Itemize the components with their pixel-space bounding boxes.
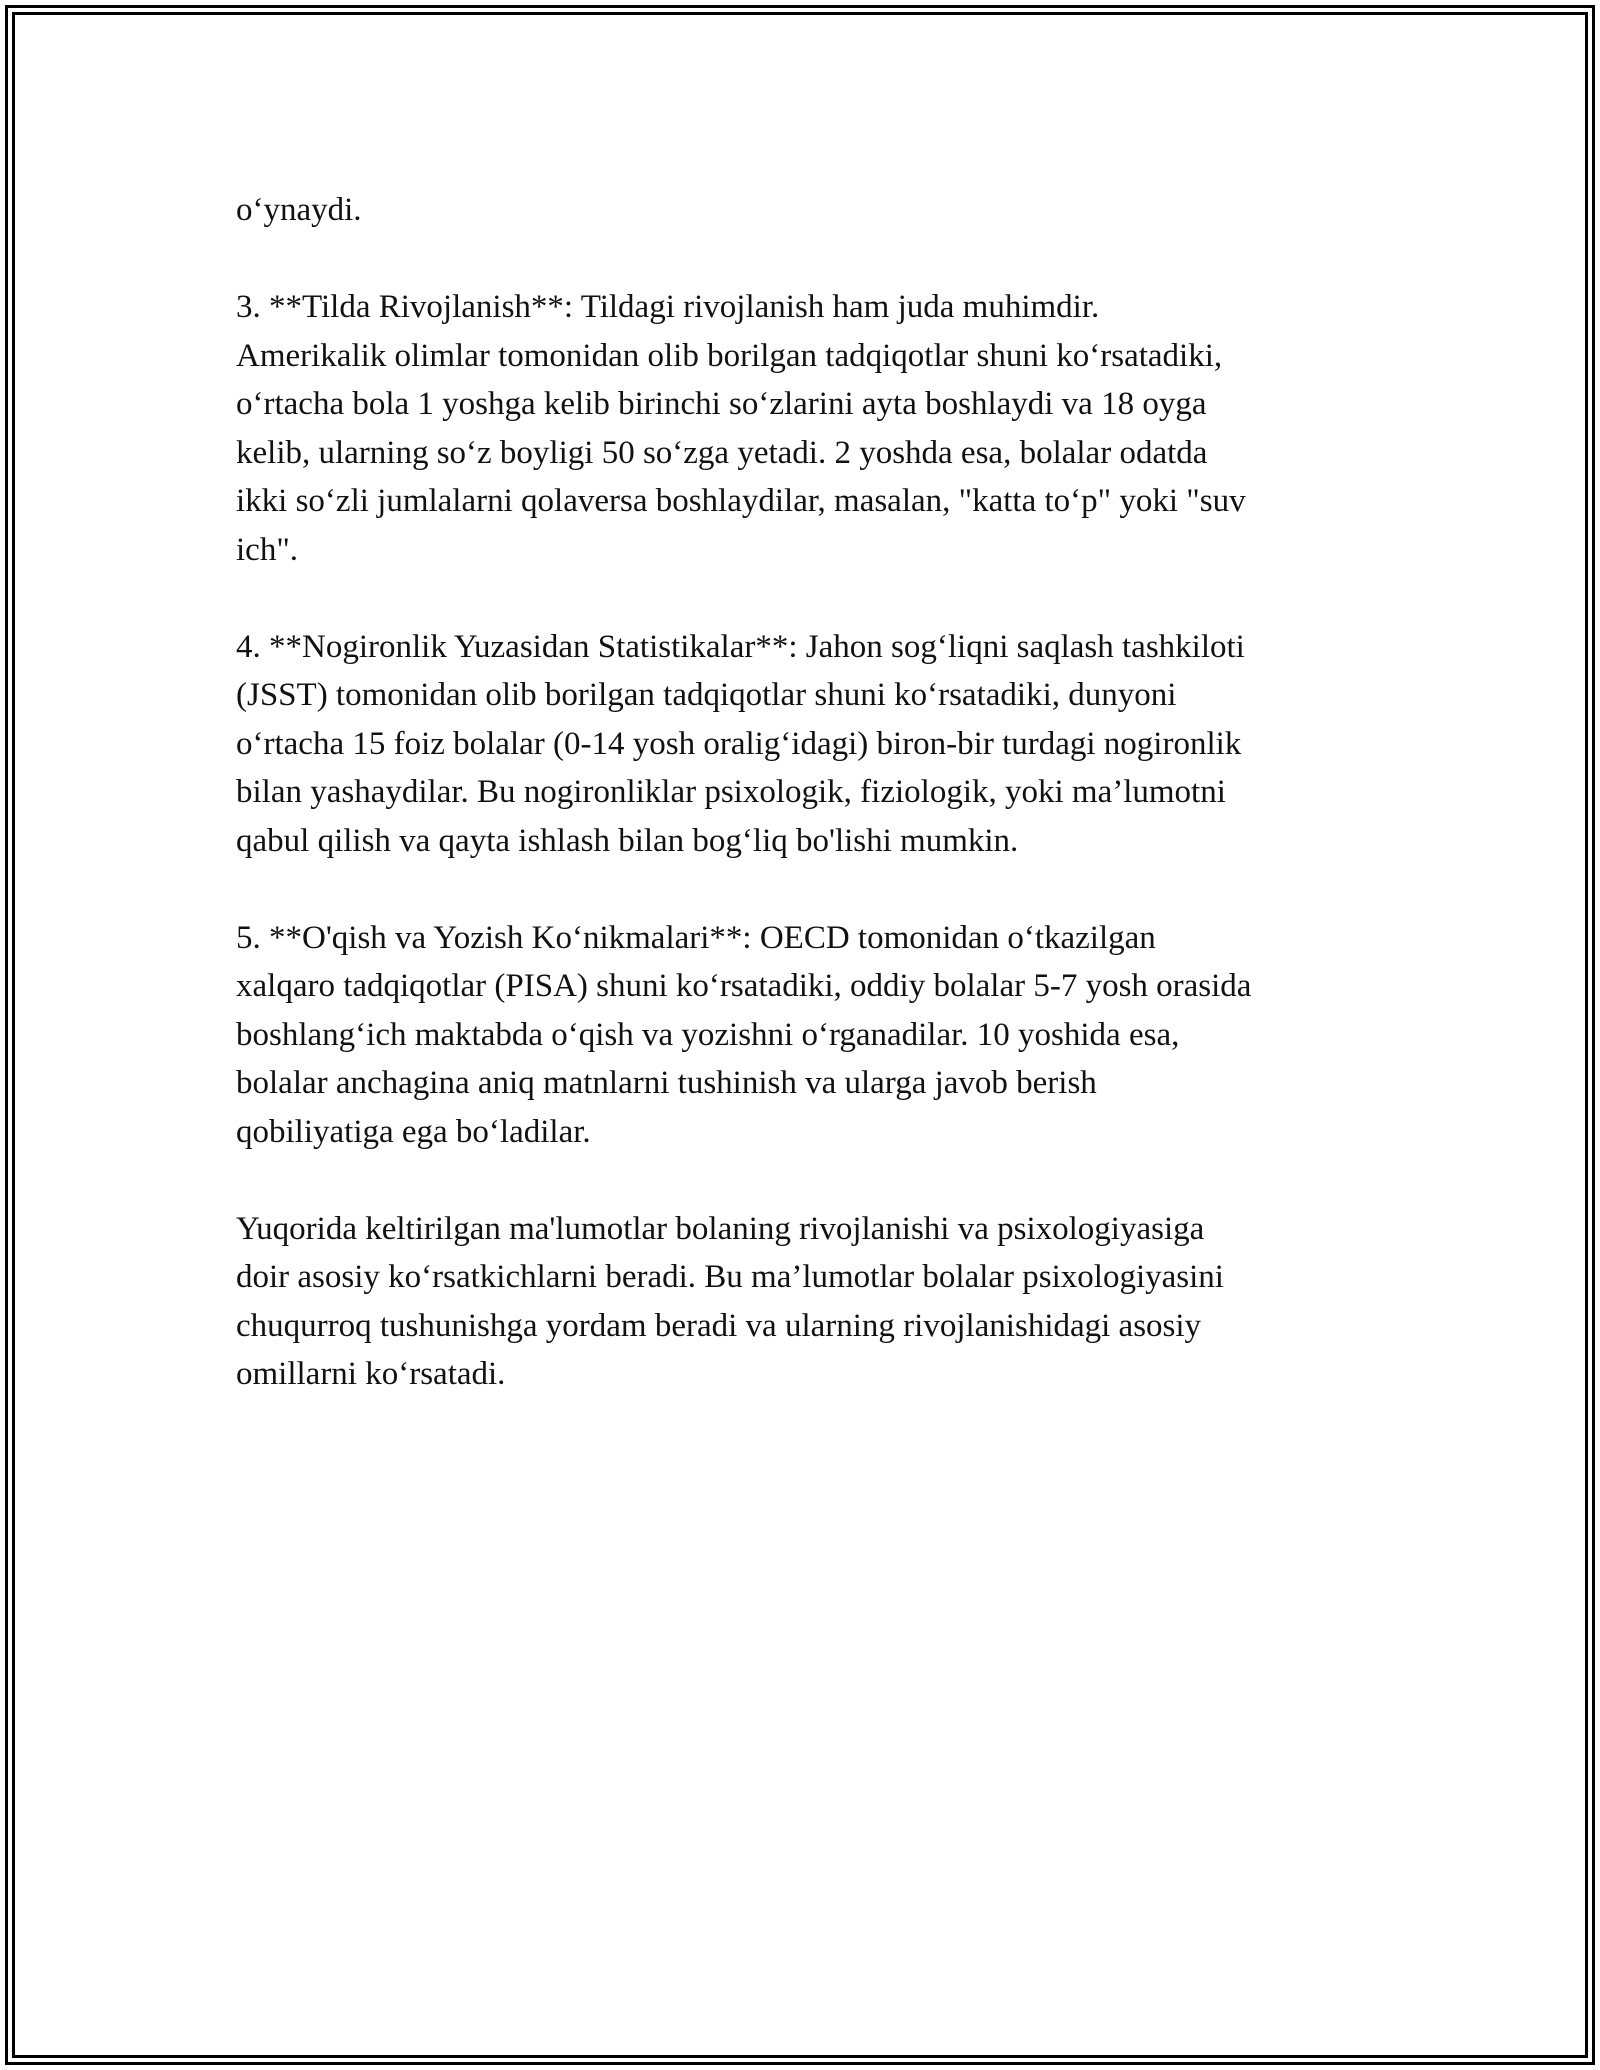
paragraph-conclusion: Yuqorida keltirilgan ma'lumotlar bolaning rivojlanishi va psixologiyasiga doir asosiy ko‘rsatkichlarni beradi. Bu ma’lumotlar bolalar psixologiyasini chuqurroq tushunishga yordam beradi va ularning rivojlanishidagi asosiy omillarni ko‘rsatadi. (236, 1210, 1224, 1392)
paragraph-reading-writing-skills: 5. **O'qish va Yozish Ko‘nikmalari**: OECD tomonidan o‘tkazilgan xalqaro tadqiqotlar (PISA) shuni ko‘rsatadiki, oddiy bolalar 5-7 yosh orasida boshlang‘ich maktabda o‘qish va yozishni o‘rganadilar. 10 yoshida esa, bolalar anchagina aniq matnlarni tushinish va ularga javob berish qobiliyatiga ega bo‘ladilar. (236, 919, 1252, 1150)
paragraph-continuation: o‘ynaydi. (236, 192, 362, 228)
paragraph-language-development: 3. **Tilda Rivojlanish**: Tildagi rivojlanish ham juda muhimdir. Amerikalik olimlar tomonidan olib borilgan tadqiqotlar shuni ko‘rsatadiki, o‘rtacha bola 1 yoshga kelib birinchi so‘zlarini ayta boshlaydi va 18 oyga kelib, ularning so‘z boyligi 50 so‘zga yetadi. 2 yoshda esa, bolalar odatda ikki so‘zli jumlalarni qolaversa boshlaydilar, masalan, "katta to‘p" yoki "suv ich". (236, 289, 1246, 568)
document-body (236, 186, 1376, 1447)
paragraph-disability-statistics: 4. **Nogironlik Yuzasidan Statistikalar**: Jahon sog‘liqni saqlash tashkiloti (JSST) tomonidan olib borilgan tadqiqotlar shuni ko‘rsatadiki, dunyoni o‘rtacha 15 foiz bolalar (0-14 yosh oralig‘idagi) biron-bir turdagi nogironlik bilan yashaydilar. Bu nogironliklar psixologik, fiziologik, yoki ma’lumotni qabul qilish va qayta ishlash bilan bog‘liq bo'lishi mumkin. (236, 628, 1245, 859)
